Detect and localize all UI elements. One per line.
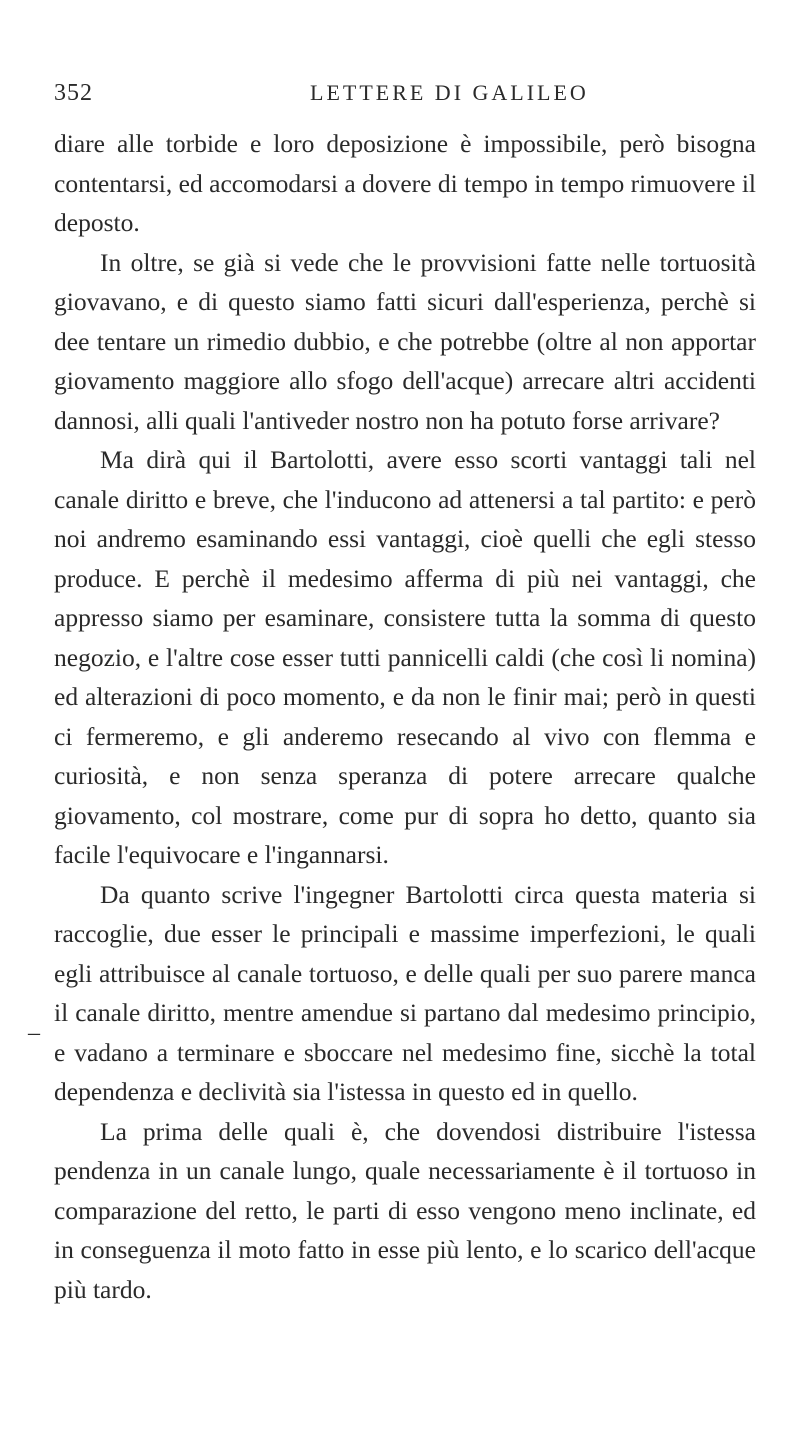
paragraph: Da quanto scrive l'ingegner Bartolotti circa questa materia si raccoglie, due esser le principali e massime imperfezioni, le quali egli attribuisce al canale tortuoso, e delle quali per suo parere manca il canale diritto, mentre amendue si partano dal medesimo principio, e vadano a terminare e sboccare nel medesimo fine, sicchè la total dependenza e declività sia l'istessa in questo ed in quello. [54, 879, 756, 1106]
margin-mark: – [28, 1020, 40, 1046]
paragraph: La prima delle quali è, che dovendosi distribuire l'istessa pendenza in un canale lungo, quale necessariamente è il tortuoso in comparazione del retto, le parti di esso vengono meno inclinate, ed in conseguenza il moto fatto in esse più lento, e lo scarico dell'acque più tardo. [54, 1116, 756, 1304]
paragraph: diare alle torbide e loro deposizione è impossibile, però bisogna contentarsi, ed accomodarsi a dovere di tempo in tempo rimuovere il deposto. [54, 129, 756, 237]
running-head: LETTERE DI GALILEO [310, 80, 589, 105]
body-text [54, 124, 756, 1309]
page-header [54, 80, 754, 114]
paragraph: In oltre, se già si vede che le provvisioni fatte nelle tortuosità giovavano, e di questo siamo fatti sicuri dall'esperienza, perchè si dee tentare un rimedio dubbio, e che potrebbe (oltre al non apportar giovamento maggiore allo sfogo dell'acque) arrecare altri accidenti dannosi, alli quali l'antiveder nostro non ha potuto forse arrivare? [54, 247, 756, 435]
page-number: 352 [54, 80, 93, 106]
paragraph: Ma dirà qui il Bartolotti, avere esso scorti vantaggi tali nel canale diritto e breve, che l'inducono ad attenersi a tal partito: e però noi andremo esaminando essi vantaggi, cioè quelli che egli stesso produce. E perchè il medesimo afferma di più nei vantaggi, che appresso siamo per esaminare, consistere tutta la somma di questo negozio, e l'altre cose esser tutti pannicelli caldi (che così li nomina) ed alterazioni di poco momento, e da non le finir mai; però in questi ci fermeremo, e gli anderemo resecando al vivo con flemma e curiosità, e non senza speranza di potere arrecare qualche giovamento, col mostrare, come pur di sopra ho detto, quanto sia facile l'equivocare e l'ingannarsi. [54, 445, 756, 869]
